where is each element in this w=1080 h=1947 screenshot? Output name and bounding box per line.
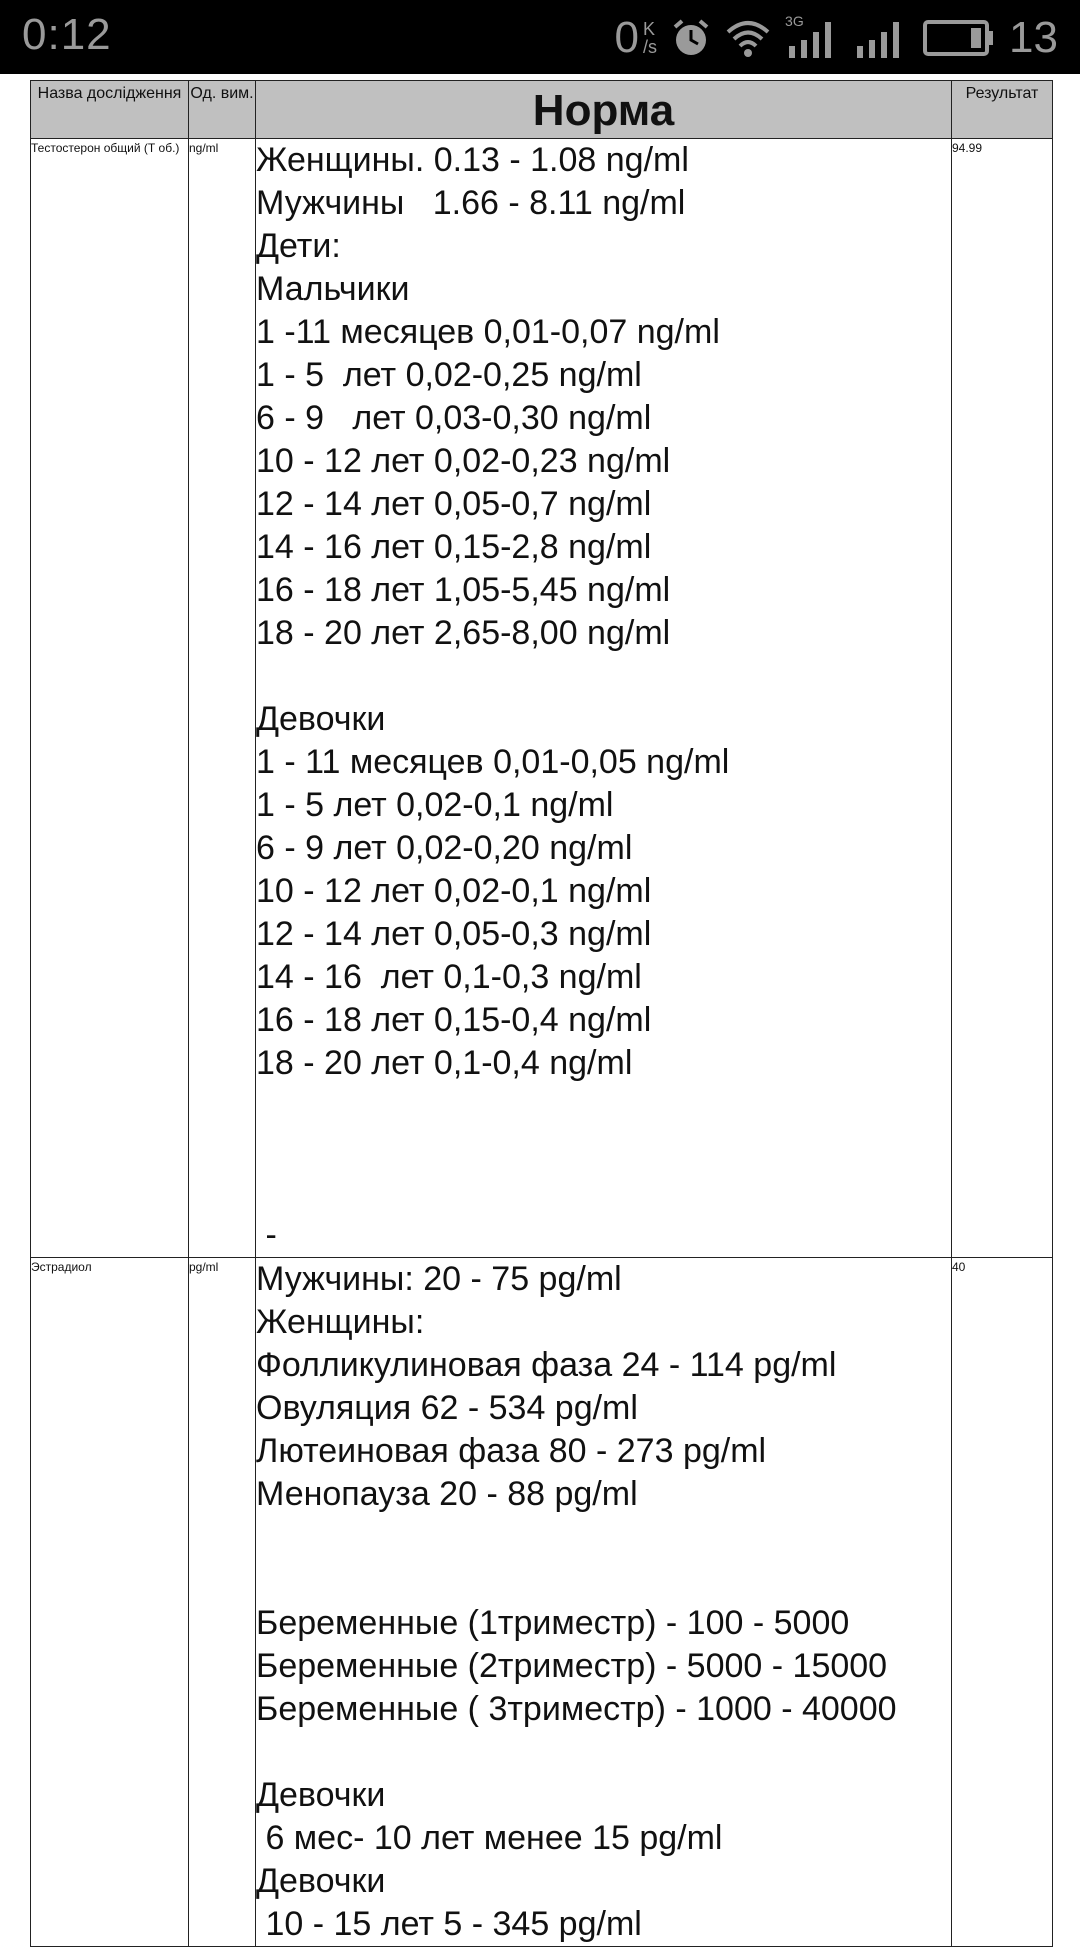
norm-line: 1 - 5 лет 0,02-0,1 ng/ml — [256, 786, 614, 824]
norm-line: 6 - 9 лет 0,02-0,20 ng/ml — [256, 829, 633, 867]
norm-line: Фолликулиновая фаза 24 - 114 pg/ml — [256, 1346, 837, 1384]
norm-line: 6 - 9 лет 0,03-0,30 ng/ml — [256, 399, 652, 437]
network-speed-unit — [643, 20, 657, 56]
norm-line: 14 - 16 лет 0,15-2,8 ng/ml — [256, 528, 652, 566]
norm-line: Менопауза 20 - 88 pg/ml — [256, 1475, 638, 1513]
norm-line — [256, 1085, 951, 1128]
status-bar — [0, 0, 1080, 74]
norm-line: 14 - 16 лет 0,1-0,3 ng/ml — [256, 958, 642, 996]
norm-line: 6 мес- 10 лет менее 15 pg/ml — [256, 1819, 723, 1857]
norm-line: Женщины. 0.13 - 1.08 ng/ml — [256, 141, 689, 179]
network-speed-unit-top: K — [643, 19, 656, 39]
header-name: Назва дослідження — [31, 81, 189, 139]
norm-line: 1 - 5 лет 0,02-0,25 ng/ml — [256, 356, 642, 394]
norm-line: Девочки — [256, 1776, 386, 1814]
cell-norm — [256, 1258, 952, 1947]
norm-line — [256, 1731, 951, 1774]
norm-line: Мальчики — [256, 270, 410, 308]
cell-norm — [256, 139, 952, 1258]
cell-name: Тестостерон общий (Т об.) — [31, 139, 189, 1258]
norm-line: Девочки — [256, 1862, 386, 1900]
norm-line: 16 - 18 лет 0,15-0,4 ng/ml — [256, 1001, 652, 1039]
norm-line: Мужчины 1.66 - 8.11 ng/ml — [256, 184, 686, 222]
table-body — [31, 139, 1053, 1947]
norm-line: 10 - 15 лет 5 - 345 pg/ml — [256, 1905, 642, 1943]
norm-line — [256, 1516, 951, 1559]
network-speed — [615, 13, 658, 63]
cell-result: 40 — [952, 1258, 1053, 1947]
norm-line: Беременные (2триместр) - 5000 - 15000 — [256, 1647, 888, 1685]
network-speed-unit-bottom: /s — [643, 37, 658, 57]
norm-line: Беременные (1триместр) - 100 - 5000 — [256, 1604, 850, 1642]
status-icons — [615, 10, 1058, 66]
norm-line — [256, 655, 951, 698]
signal-icon — [855, 16, 909, 60]
norm-line: 1 - 11 месяцев 0,01-0,05 ng/ml — [256, 743, 730, 781]
norm-line: 10 - 12 лет 0,02-0,1 ng/ml — [256, 872, 652, 910]
norm-line: 12 - 14 лет 0,05-0,7 ng/ml — [256, 485, 652, 523]
header-result: Результат — [952, 81, 1053, 139]
norm-line — [256, 1128, 951, 1171]
network-speed-value: 0 — [614, 13, 640, 62]
results-table — [30, 80, 1053, 1947]
header-norm: Норма — [256, 81, 952, 139]
battery-level: 13 — [1009, 13, 1058, 62]
norm-line: Лютеиновая фаза 80 - 273 pg/ml — [256, 1432, 767, 1470]
norm-line: Мужчины: 20 - 75 pg/ml — [256, 1260, 622, 1298]
norm-line: Беременные ( 3триместр) - 1000 - 40000 — [256, 1690, 897, 1728]
status-time: 0:12 — [22, 10, 112, 59]
cell-unit: ng/ml — [189, 139, 256, 1258]
norm-line: Дети: — [256, 227, 341, 265]
network-type-label: 3G — [785, 13, 804, 29]
norm-line: 18 - 20 лет 0,1-0,4 ng/ml — [256, 1044, 633, 1082]
norm-line: Девочки — [256, 700, 386, 738]
norm-line: 18 - 20 лет 2,65-8,00 ng/ml — [256, 614, 671, 652]
norm-line: Женщины: — [256, 1303, 425, 1341]
norm-line: Овуляция 62 - 534 pg/ml — [256, 1389, 638, 1427]
norm-line: 12 - 14 лет 0,05-0,3 ng/ml — [256, 915, 652, 953]
table-row — [31, 139, 1053, 1258]
norm-line — [256, 1559, 951, 1602]
table-header-row — [31, 81, 1053, 139]
norm-line: 10 - 12 лет 0,02-0,23 ng/ml — [256, 442, 671, 480]
table-row — [31, 1258, 1053, 1947]
signal-3g-icon — [785, 13, 841, 60]
cell-name: Эстрадиол — [31, 1258, 189, 1947]
norm-line: 16 - 18 лет 1,05-5,45 ng/ml — [256, 571, 671, 609]
cell-unit: pg/ml — [189, 1258, 256, 1947]
norm-line — [256, 1171, 951, 1214]
battery-icon — [923, 18, 995, 58]
cell-result: 94.99 — [952, 139, 1053, 1258]
header-unit: Од. вим. — [189, 81, 256, 139]
norm-line: - — [256, 1216, 277, 1254]
wifi-icon — [725, 18, 771, 58]
alarm-icon — [671, 18, 711, 58]
norm-line: 1 -11 месяцев 0,01-0,07 ng/ml — [256, 313, 720, 351]
